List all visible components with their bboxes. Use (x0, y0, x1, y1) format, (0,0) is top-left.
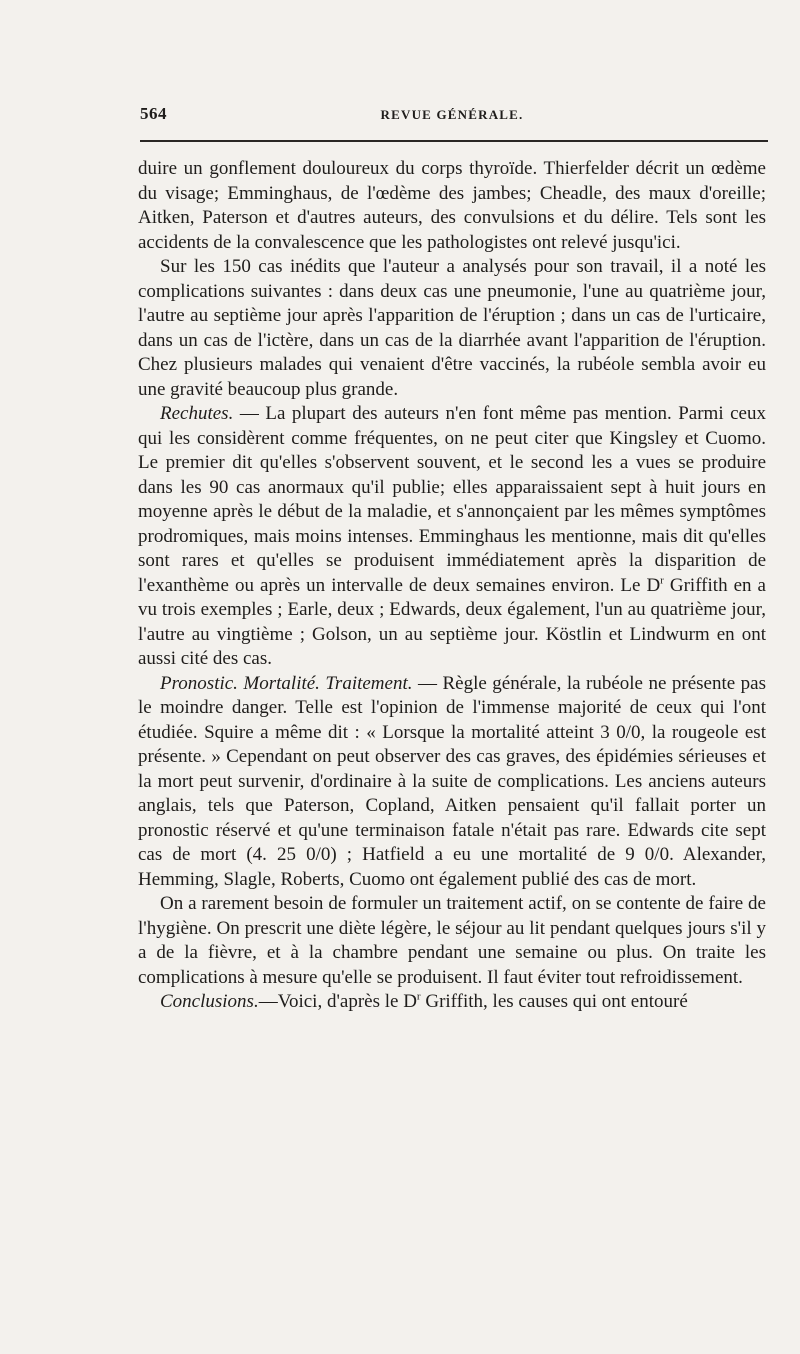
paragraph-rechutes-text: — La plupart des auteurs n'en font même pas mention. Parmi ceux qui les considèrent comme fréquentes, on ne peut citer que Kingsley et Cuomo. Le premier dit qu'elles s'observent souvent, et le second les a vues se produire dans les 90 cas anormaux qu'il publie; elles apparaissaient sept à huit jours en moyenne après le début de la maladie, et s'annonçaient par les mêmes symptômes prodromiques, mais moins intenses. Emminghaus les mentionne, mais dit qu'elles sont rares et qu'elles se produisent immédiatement après la disparition de l'exanthème ou après un intervalle de deux semaines environ. Le D (138, 403, 766, 596)
paragraph-1-text: duire un gonflement douloureux du corps thyroïde. Thierfelder décrit un œdème du visage; Emminghaus, de l'œdème des jambes; Cheadle, des maux d'oreille; Aitken, Paterson et d'autres auteurs, des convulsions et du délire. Tels sont les accidents de la convalescence que les pathologistes ont relevé jusqu'ici. (138, 158, 766, 253)
superscript-r: r (416, 990, 421, 1003)
paragraph-conclusions-text: —Voici, d'après le D (258, 991, 417, 1012)
paragraph-traitement-text: On a rarement besoin de formuler un traitement actif, on se contente de faire de l'hygiène. On prescrit une diète légère, le séjour au lit pendant quelques jours s'il y a de la fièvre, et à la chambre pendant une semaine ou plus. On traite les complications à mesure qu'elle se produisent. Il faut éviter tout refroidissement. (138, 893, 766, 988)
paragraph-pronostic (138, 672, 766, 893)
page-number: 564 (140, 104, 167, 123)
paragraph-2 (138, 255, 766, 402)
paragraph-rechutes-text-cont: Griffith en a vu trois exemples ; Earle, deux ; Edwards, deux également, l'un au quatrième jour, l'autre au vingtième ; Golson, un au septième jour. Köstlin et Lindwurm en ont aussi cité des cas. (138, 574, 766, 669)
paragraph-pronostic-text: — Règle générale, la rubéole ne présente pas le moindre danger. Telle est l'opinion de l'immense majorité de ceux qui l'ont étudiée. Squire a même dit : « Lorsque la mortalité atteint 3 0/0, la rougeole est présente. » Cependant on peut observer des cas graves, des épidémies sérieuses et la mort peut survenir, d'ordinaire à la suite de complications. Les anciens auteurs anglais, tels que Paterson, Copland, Aitken pensaient qu'il fallait porter un pronostic réservé et qu'une terminaison fatale n'était pas rare. Edwards cite sept cas de mort (4. 25 0/0) ; Hatfield a eu une mortalité de 9 0/0. Alexander, Hemming, Slagle, Roberts, Cuomo ont également publié des cas de mort. (138, 672, 766, 890)
paragraph-conclusions-text-cont: Griffith, les causes qui ont entouré (420, 991, 688, 1012)
superscript-r: r (660, 574, 664, 587)
paragraph-rechutes (138, 402, 766, 672)
section-heading-conclusions: Conclusions. (160, 991, 259, 1012)
paragraph-conclusions (138, 990, 766, 1015)
section-heading-pronostic: Pronostic. Mortalité. Traitement. (160, 672, 413, 694)
header-rule (140, 140, 768, 142)
paragraph-2-text: Sur les 150 cas inédits que l'auteur a analysés pour son travail, il a noté les complications suivantes : dans deux cas une pneumonie, l'une au quatrième jour, l'autre au septième jour après l'apparition de l'éruption ; dans un cas de l'urticaire, dans un cas de l'ictère, dans un cas de la diarrhée avant l'apparition de l'éruption. Chez plusieurs malades qui venaient d'être vaccinés, la rubéole sembla avoir eu une gravité beaucoup plus grande. (138, 256, 766, 400)
body-text (138, 157, 766, 1015)
journal-title: REVUE GÉNÉRALE. (380, 107, 524, 122)
paragraph-1 (138, 157, 766, 255)
paragraph-traitement (138, 892, 766, 990)
section-heading-rechutes: Rechutes. (160, 403, 234, 424)
running-head (136, 104, 768, 128)
